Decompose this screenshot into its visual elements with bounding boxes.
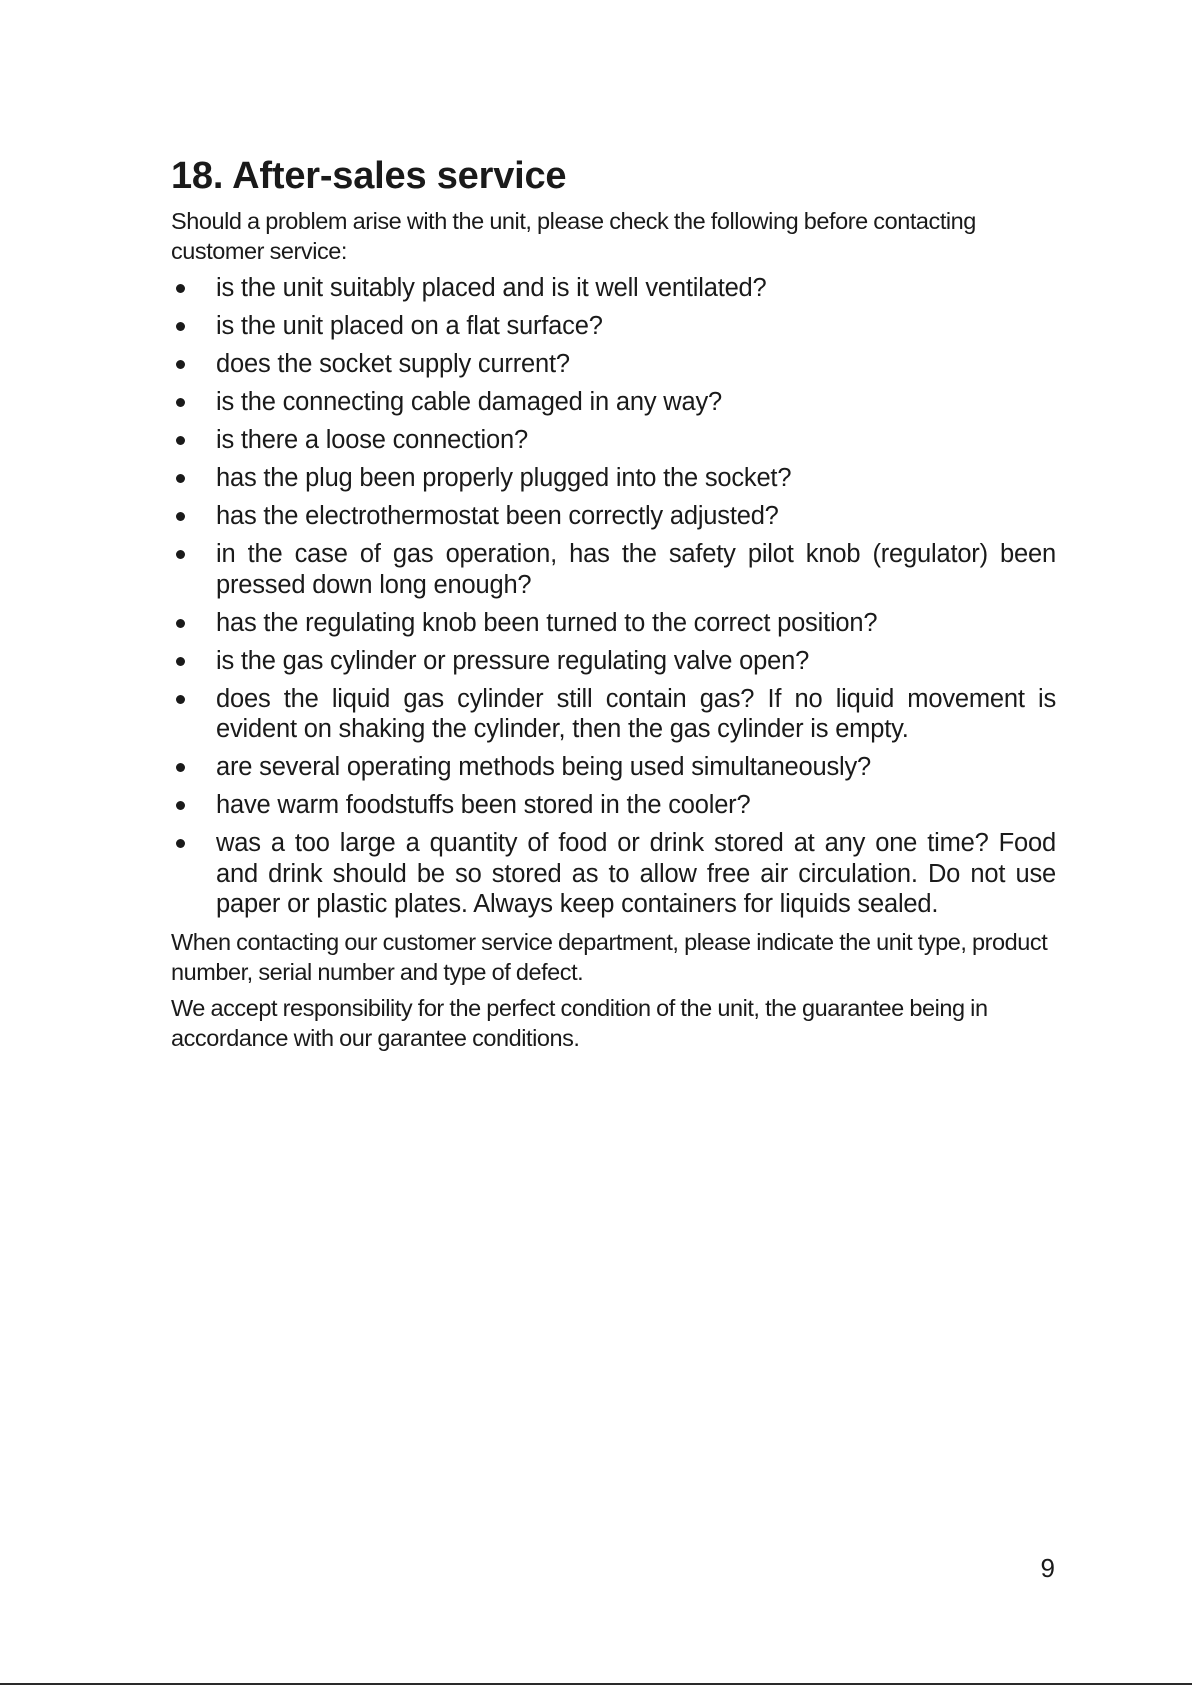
bullet-icon	[176, 695, 185, 704]
list-item	[171, 752, 1056, 783]
list-item-text: is there a loose connection?	[216, 426, 528, 454]
list-item	[171, 828, 1056, 920]
bullet-icon	[176, 360, 185, 369]
bullet-icon	[176, 284, 185, 293]
list-item	[171, 646, 1056, 677]
page-number: 9	[1040, 1553, 1055, 1583]
list-item-text: has the electrothermostat been correctly adjusted?	[216, 502, 779, 530]
list-item-text: has the regulating knob been turned to the correct position?	[216, 608, 878, 637]
guarantee-note: We accept responsibility for the perfect condition of the unit, the guarantee being in accordance with our garantee conditions.	[171, 995, 988, 1051]
list-item-text: are several operating methods being used simultaneously?	[216, 753, 872, 781]
list-item-text: does the liquid gas cylinder still contain gas? If no liquid movement is evident on shaking the cylinder, then the gas cylinder is empty.	[216, 684, 1056, 743]
list-item-text: in the case of gas operation, has the safety pilot knob (regulator) been pressed down long enough?	[216, 540, 1056, 599]
bullet-icon	[176, 322, 185, 331]
list-item	[171, 501, 1056, 532]
list-item	[171, 349, 1056, 380]
list-item	[171, 387, 1056, 418]
list-item	[171, 790, 1056, 821]
list-item-text: is the unit suitably placed and is it well ventilated?	[216, 274, 767, 302]
intro-paragraph: Should a problem arise with the unit, please check the following before contacting customer service:	[171, 208, 976, 264]
list-item	[171, 425, 1056, 456]
list-item-text: has the plug been properly plugged into the socket?	[216, 464, 792, 492]
list-item	[171, 684, 1056, 745]
checklist	[171, 273, 1056, 920]
contact-note: When contacting our customer service department, please indicate the unit type, product number, serial number and type of defect.	[171, 929, 1048, 985]
bullet-icon	[176, 436, 185, 445]
bullet-icon	[176, 474, 185, 483]
list-item	[171, 608, 1056, 639]
list-item-text: have warm foodstuffs been stored in the cooler?	[216, 791, 751, 819]
list-item	[171, 273, 1056, 304]
bullet-icon	[176, 657, 185, 666]
bullet-icon	[176, 550, 185, 559]
list-item-text: does the socket supply current?	[216, 350, 570, 378]
list-item-text: is the connecting cable damaged in any way?	[216, 388, 722, 416]
bullet-icon	[176, 801, 185, 810]
list-item	[171, 463, 1056, 494]
list-item	[171, 539, 1056, 600]
list-item-text: is the gas cylinder or pressure regulating valve open?	[216, 646, 810, 675]
list-item-text: is the unit placed on a flat surface?	[216, 312, 603, 340]
list-item	[171, 311, 1056, 342]
bullet-icon	[176, 619, 185, 628]
page-content	[171, 152, 1056, 1053]
bullet-icon	[176, 398, 185, 407]
bullet-icon	[176, 763, 185, 772]
bullet-icon	[176, 512, 185, 521]
bullet-icon	[176, 839, 185, 848]
list-item-text: was a too large a quantity of food or drink stored at any one time? Food and drink should be so stored as to allow free air circulation. Do not use paper or plastic plates. Always keep containers for liquids sealed.	[216, 829, 1056, 918]
section-heading: 18. After-sales service	[171, 155, 567, 197]
